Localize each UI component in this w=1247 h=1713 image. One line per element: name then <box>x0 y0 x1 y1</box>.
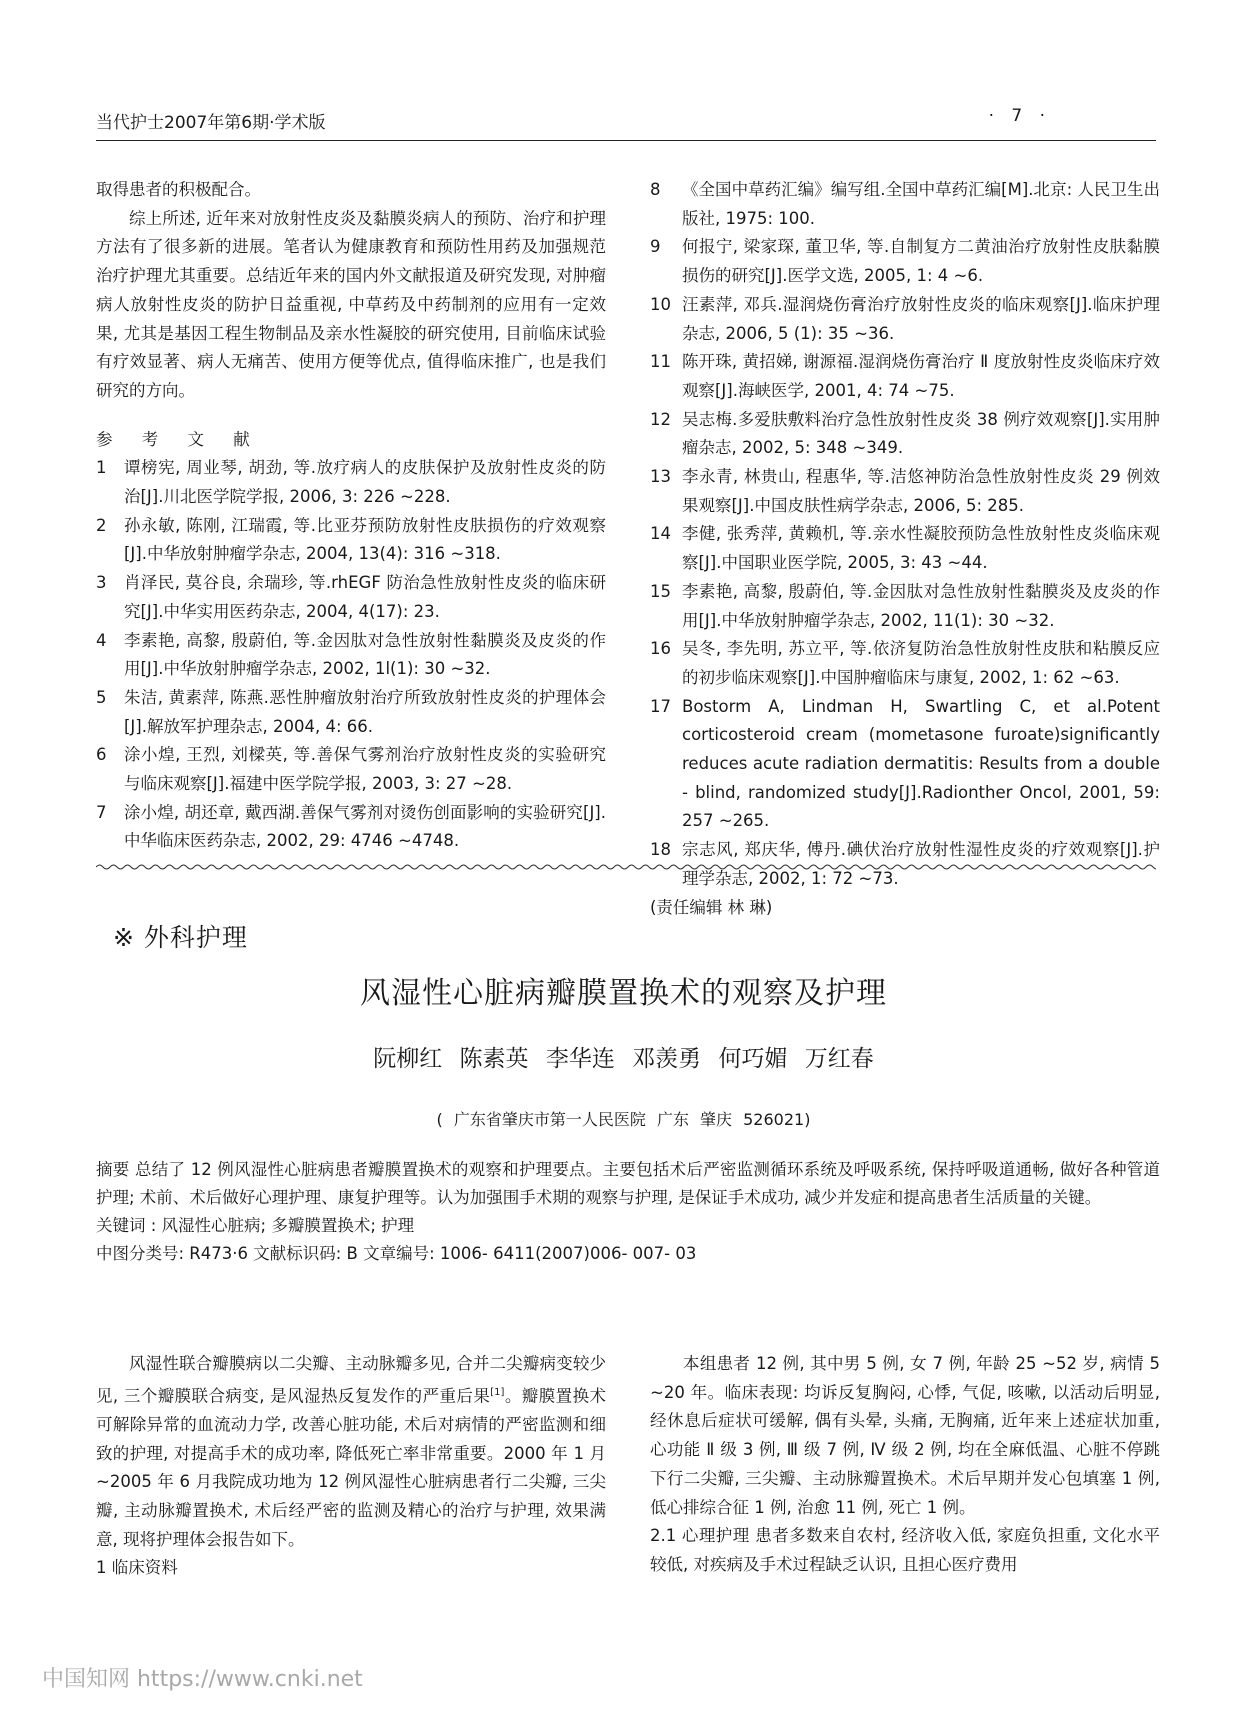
reference-text: 陈开珠, 黄招娣, 谢源福.湿润烧伤膏治疗 Ⅱ 度放射性皮炎临床疗效观察[J].海峡医学, 2001, 4: 74 ~75. <box>682 352 1160 400</box>
reference-item <box>650 176 1160 233</box>
body-right-column <box>650 1350 1160 1580</box>
cnki-watermark: 中国知网 https://www.cnki.net <box>42 1667 363 1692</box>
reference-text: 孙永敏, 陈刚, 江瑞霞, 等.比亚芬预防放射性皮肤损伤的疗效观察[J].中华放射肿瘤学杂志, 2004, 13(4): 316 ~318. <box>124 515 606 564</box>
reference-item <box>96 454 606 511</box>
intro-paragraph: 风湿性联合瓣膜病以二尖瓣、主动脉瓣多见, 合并二尖瓣病变较少见, 三个瓣膜联合病变, 是风湿热反复发作的严重后果[1]。瓣膜置换术可解除异常的血流动力学, 改善心脏功能, 术后对病情的严密监测和细致的护理, 对提高手术的成功率, 降低死亡率非常重要。2000 年 1 月 ~2005 年 6 月我院成功地为 12 例风湿性心脏病患者行二尖瓣, 三尖瓣, 主动脉瓣置换术, 术后经严密的监测及精心的治疗与护理, 效果满意, 现将护理体会报告如下。 <box>96 1354 607 1549</box>
reference-text: 吴冬, 李先明, 苏立平, 等.依济复防治急性放射性皮肤和粘膜反应的初步临床观察[J].中国肿瘤临床与康复, 2002, 1: 62 ~63. <box>682 639 1160 687</box>
article-authors: 阮柳红 陈素英 李华连 邓羡勇 何巧媚 万红春 <box>373 1046 874 1072</box>
abstract-text: 摘要 总结了 12 例风湿性心脏病患者瓣膜置换术的观察和护理要点。主要包括术后严密监测循环系统及呼吸系统, 保持呼吸道通畅, 做好各种管道护理; 术前、术后做好心理护理、康复护理等。认为加强围手术期的观察与护理, 是保证手术成功, 减少并发症和提高患者生活质量的关键。 <box>96 1160 1160 1207</box>
reference-text: 何报宁, 梁家琛, 董卫华, 等.自制复方二黄油治疗放射性皮肤黏膜损伤的研究[J].医学文选, 2005, 1: 4 ~6. <box>682 237 1160 286</box>
reference-text: 谭榜宪, 周业琴, 胡劲, 等.放疗病人的皮肤保护及放射性皮炎的防治[J].川北医学院学报, 2006, 3: 226 ~228. <box>124 458 606 507</box>
reference-text: 吴志梅.多爱肤敷料治疗急性放射性皮炎 38 例疗效观察[J].实用肿瘤杂志, 2002, 5: 348 ~349. <box>682 409 1160 458</box>
clinical-data-paragraph: 本组患者 12 例, 其中男 5 例, 女 7 例, 年龄 25 ~52 岁, 病情 5 ~20 年。临床表现: 均诉反复胸闷, 心悸, 气促, 咳嗽, 以活动后明显, 经休息后症状可缓解, 偶有头晕, 头痛, 无胸痛, 近年来上述症状加重, 心功能 Ⅱ 级 3 例, Ⅲ 级 7 例, Ⅳ 级 2 例, 均在全麻低温、心脏不停跳下行二尖瓣, 三尖瓣、主动脉瓣置换术。术后早期并发心包填塞 1 例, 低心排综合征 1 例, 治愈 11 例, 死亡 1 例。 <box>650 1354 1160 1517</box>
left-column <box>96 176 606 856</box>
section-label: ※ 外科护理 <box>113 923 248 952</box>
body-left-column <box>96 1350 606 1583</box>
reference-number: 2 <box>96 515 107 535</box>
citation-1: [1] <box>490 1386 505 1398</box>
section1-heading: 1 临床资料 <box>96 1558 178 1578</box>
reference-number: 14 <box>650 524 671 544</box>
reference-text: 李永青, 林贵山, 程惠华, 等.洁悠神防治急性放射性皮炎 29 例效果观察[J].中国皮肤性病学杂志, 2006, 5: 285. <box>682 467 1160 515</box>
reference-item <box>650 578 1160 635</box>
reference-text: 肖泽民, 莫谷良, 余瑞珍, 等.rhEGF 防治急性放射性皮炎的临床研究[J].中华实用医药杂志, 2004, 4(17): 23. <box>124 573 606 621</box>
reference-item <box>650 635 1160 692</box>
reference-item <box>96 627 606 684</box>
reference-text: 朱洁, 黄素萍, 陈燕.恶性肿瘤放射治疗所致放射性皮炎的护理体会[J].解放军护理杂志, 2004, 4: 66. <box>124 687 606 736</box>
reference-text: 李素艳, 高黎, 殷蔚伯, 等.金因肽对急性放射性黏膜炎及皮炎的作用[J].中华放射肿瘤学杂志, 2002, 11(1): 30 ~32. <box>682 581 1160 630</box>
reference-item <box>650 693 1160 837</box>
psych-care-paragraph: 2.1 心理护理 患者多数来自农村, 经济收入低, 家庭负担重, 文化水平较低, 对疾病及手术过程缺乏认识, 且担心医疗费用 <box>650 1526 1160 1574</box>
right-column <box>650 176 1160 922</box>
reference-number: 10 <box>650 294 671 314</box>
article-affiliation: ( 广东省肇庆市第一人民医院 广东 肇庆 526021) <box>436 1110 811 1129</box>
reference-list-right <box>650 176 1160 894</box>
reference-item <box>650 463 1160 520</box>
classification-line: 中图分类号: R473·6 文献标识码: B 文章编号: 1006- 6411(2007)006- 007- 03 <box>96 1244 697 1263</box>
reference-item <box>650 348 1160 405</box>
reference-item <box>96 799 606 856</box>
page-number: · 7 · <box>988 106 1051 126</box>
references-title: 参 考 文 献 <box>96 429 262 449</box>
reference-number: 3 <box>96 573 107 593</box>
reference-number: 15 <box>650 581 671 601</box>
reference-list-left <box>96 454 606 856</box>
reference-item <box>650 406 1160 463</box>
header-rule <box>96 140 1156 141</box>
article-title: 风湿性心脏病瓣膜置换术的观察及护理 <box>360 976 887 1011</box>
reference-number: 18 <box>650 840 671 860</box>
reference-item <box>96 741 606 798</box>
summary-paragraph: 综上所述, 近年来对放射性皮炎及黏膜炎病人的预防、治疗和护理方法有了很多新的进展。笔者认为健康教育和预防性用药及加强规范治疗护理尤其重要。总结近年来的国内外文献报道及研究发现, 对肿瘤病人放射性皮炎的防护日益重视, 中草药及中药制剂的应用有一定效果, 尤其是基因工程生物制品及亲水性凝胶的研究使用, 目前临床试验有疗效显著、病人无痛苦、使用方便等优点, 值得临床推广, 也是我们研究的方向。 <box>96 208 606 400</box>
reference-number: 11 <box>650 352 671 372</box>
reference-item <box>650 291 1160 348</box>
reference-text: 《全国中草药汇编》编写组.全国中草药汇编[M].北京: 人民卫生出版社, 1975: 100. <box>682 180 1160 228</box>
reference-number: 13 <box>650 467 671 487</box>
reference-number: 17 <box>650 696 671 716</box>
reference-number: 5 <box>96 687 107 707</box>
reference-text: 涂小煌, 王烈, 刘樑英, 等.善保气雾剂治疗放射性皮炎的实验研究与临床观察[J].福建中医学院学报, 2003, 3: 27 ~28. <box>124 745 606 794</box>
keywords: 关键词 : 风湿性心脏病; 多瓣膜置换术; 护理 <box>96 1216 415 1235</box>
reference-text: 涂小煌, 胡还章, 戴西湖.善保气雾剂对烫伤创面影响的实验研究[J].中华临床医药杂志, 2002, 29: 4746 ~4748. <box>124 802 606 851</box>
journal-header: 当代护士2007年第6期·学术版 <box>96 113 326 133</box>
reference-number: 1 <box>96 458 107 478</box>
reference-text: 李素艳, 高黎, 殷蔚伯, 等.金因肽对急性放射性黏膜炎及皮炎的作用[J].中华放射肿瘤学杂志, 2002, 1l(1): 30 ~32. <box>124 630 606 679</box>
reference-text: 宗志风, 郑庆华, 傅丹.碘伏治疗放射性湿性皮炎的疗效观察[J].护理学杂志, 2002, 1: 72 ~73. <box>682 840 1160 888</box>
reference-number: 6 <box>96 745 107 765</box>
continuation-text: 取得患者的积极配合。 <box>96 180 261 199</box>
reference-text: Bostorm A, Lindman H, Swartling C, et al.Potent corticosteroid cream (mometasone furoate)significantly reduces acute radiation dermatitis: Results from a double - blind, randomized study[J].Radionther Oncol, 2001, 59: 257 ~265. <box>682 696 1160 831</box>
reference-number: 12 <box>650 409 671 429</box>
editor-note: (责任编辑 林 琳) <box>650 897 773 917</box>
reference-item <box>96 569 606 626</box>
abstract-block <box>96 1156 1160 1268</box>
reference-item <box>96 684 606 741</box>
reference-text: 李健, 张秀萍, 黄赖机, 等.亲水性凝胶预防急性放射性皮炎临床观察[J].中国职业医学院, 2005, 3: 43 ~44. <box>682 524 1160 573</box>
wavy-separator <box>96 862 1156 872</box>
reference-number: 4 <box>96 630 107 650</box>
reference-number: 9 <box>650 237 661 257</box>
reference-item <box>650 233 1160 290</box>
reference-number: 7 <box>96 802 107 822</box>
reference-number: 16 <box>650 639 671 659</box>
reference-text: 汪素萍, 邓兵.湿润烧伤膏治疗放射性皮炎的临床观察[J].临床护理杂志, 2006, 5 (1): 35 ~36. <box>682 294 1160 343</box>
reference-item <box>650 520 1160 577</box>
reference-number: 8 <box>650 180 661 199</box>
reference-item <box>96 512 606 569</box>
